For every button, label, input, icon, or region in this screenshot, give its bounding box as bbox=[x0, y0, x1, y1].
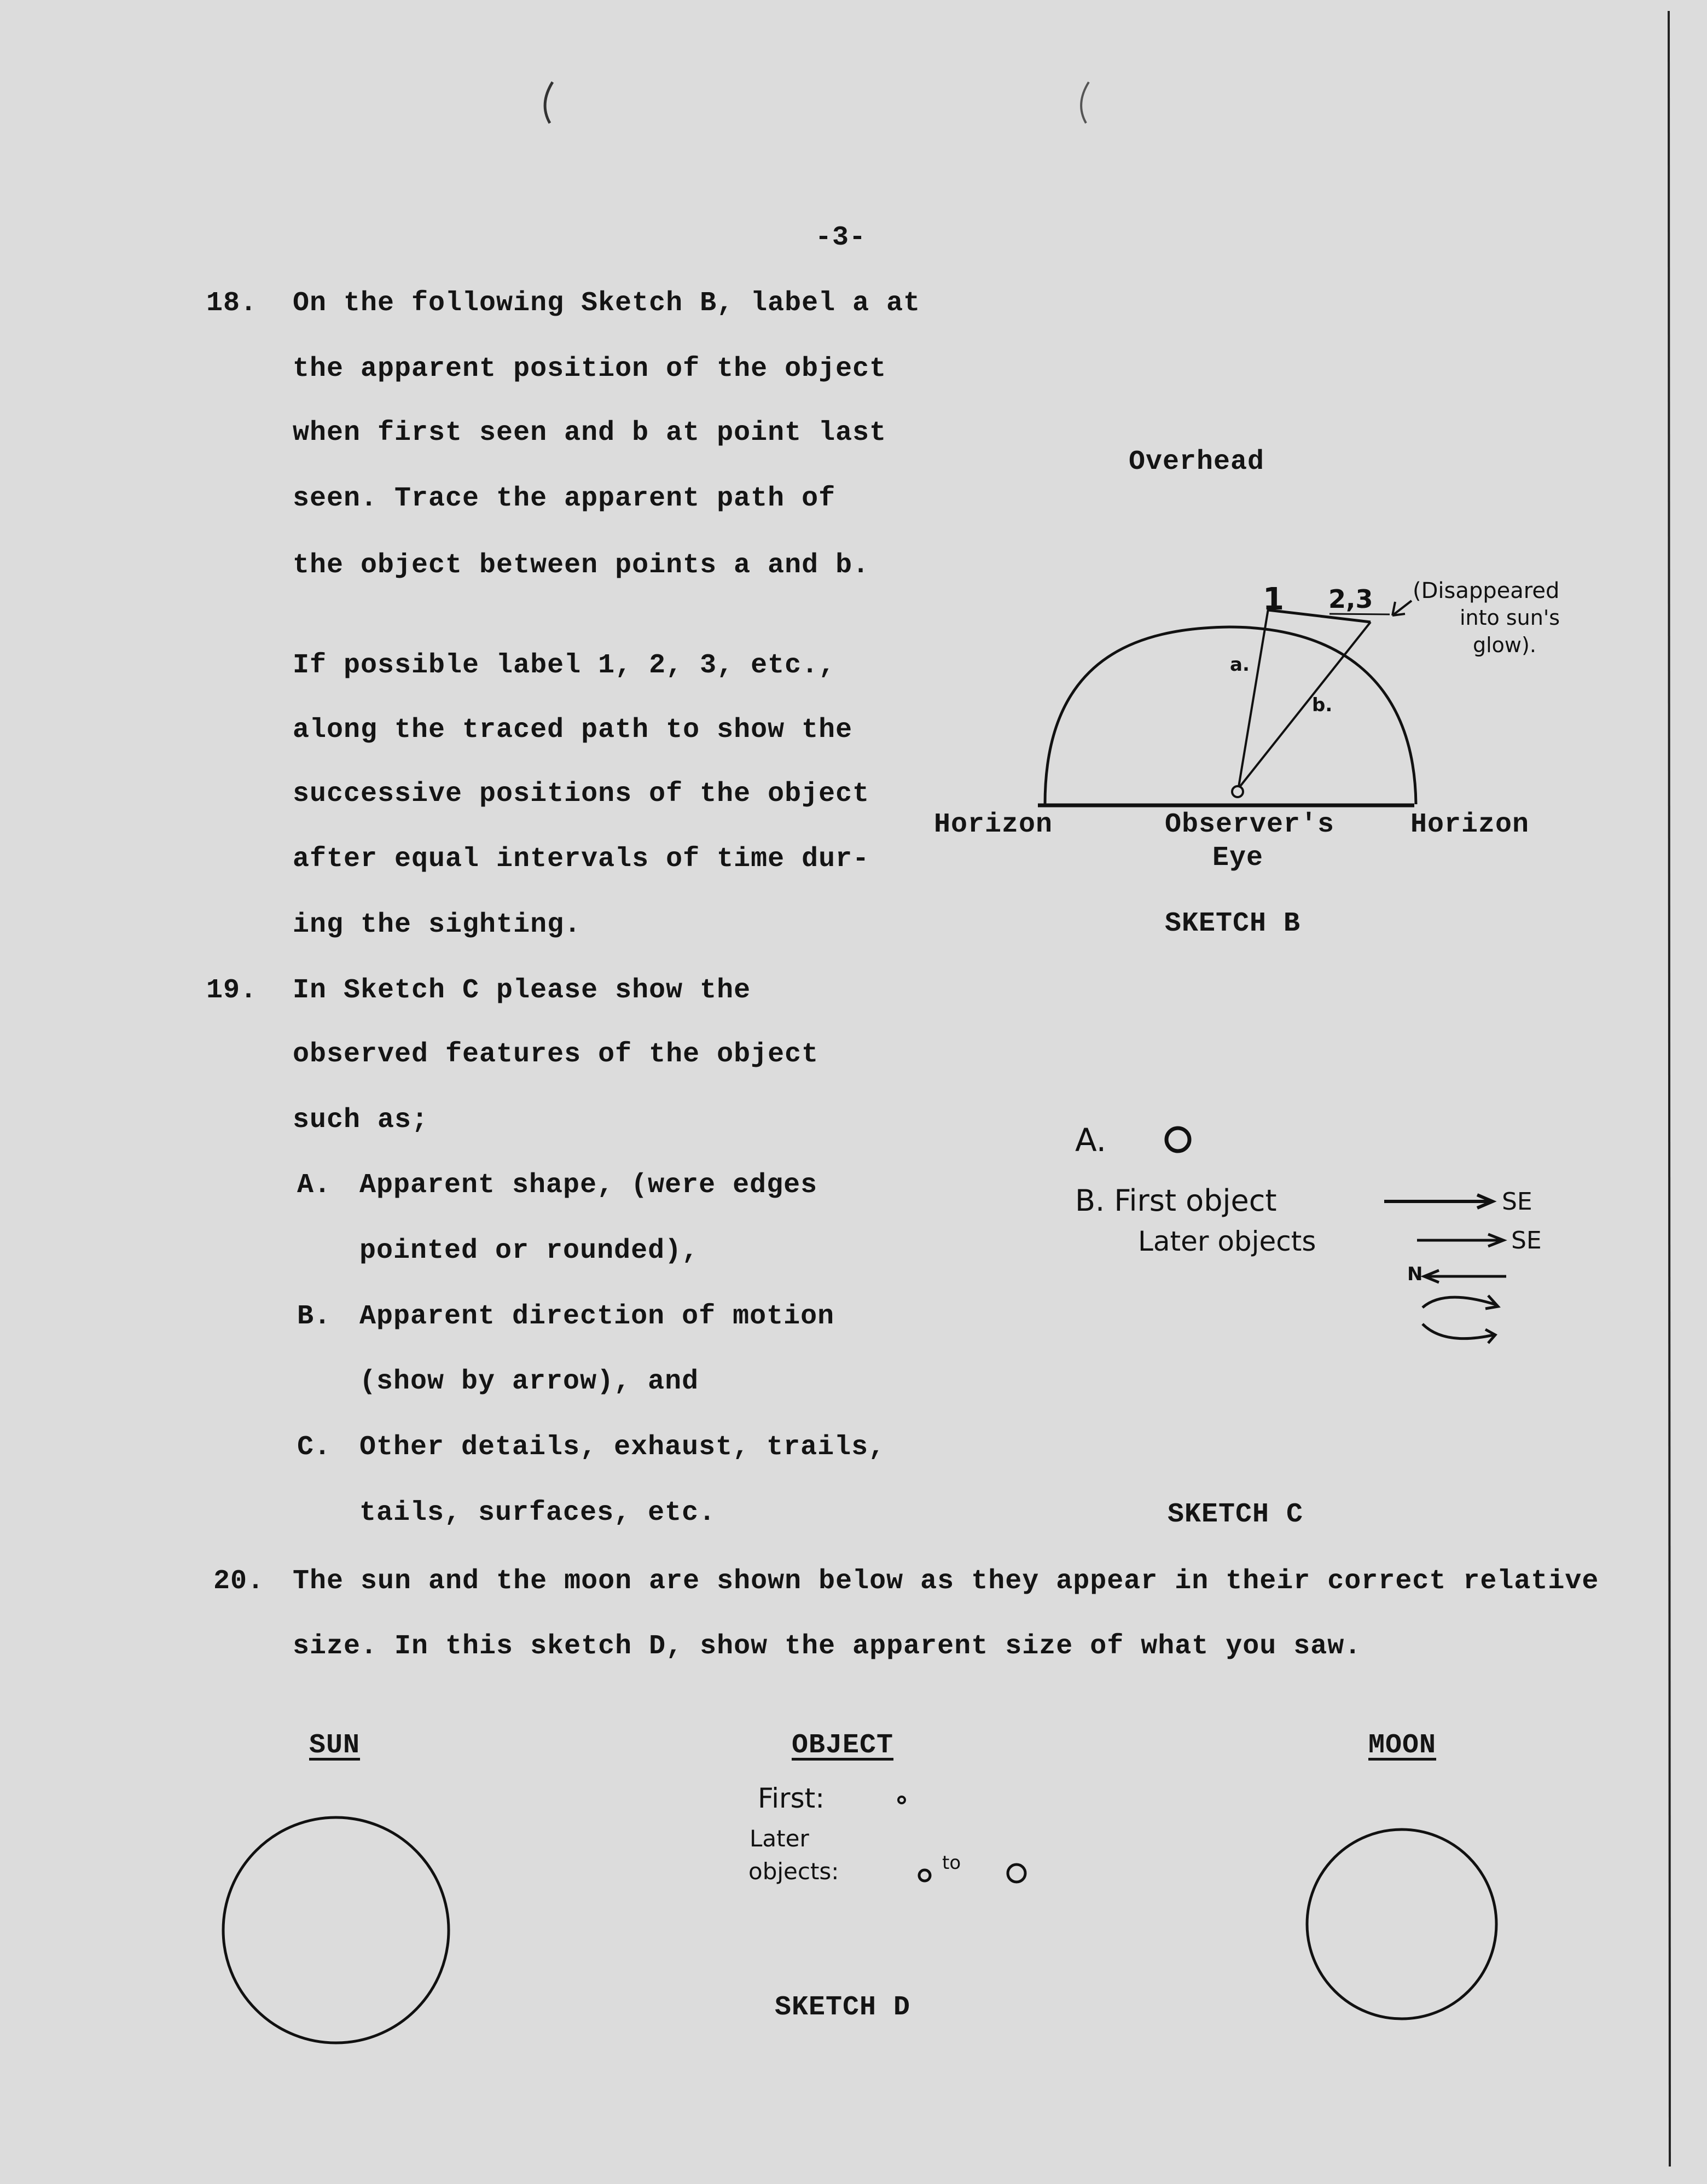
q18-line: the object between points a and b. bbox=[293, 550, 870, 581]
q19-line: observed features of the object bbox=[293, 1039, 819, 1070]
object-later-small bbox=[919, 1870, 930, 1881]
q18-line: ing the sighting. bbox=[293, 909, 582, 940]
q20-line: size. In this sketch D, show the apparent size of what you saw. bbox=[293, 1631, 1362, 1662]
q18-line: the apparent position of the object bbox=[293, 353, 887, 385]
hw-shape-circle bbox=[1166, 1128, 1189, 1151]
q19-item-line: (show by arrow), and bbox=[359, 1366, 699, 1397]
arrow-curve-bottom-icon bbox=[1423, 1324, 1495, 1343]
q19-item-line: Apparent shape, (were edges bbox=[359, 1170, 818, 1201]
arrow-se-2-icon bbox=[1417, 1234, 1503, 1246]
moon-label: MOON bbox=[1368, 1730, 1437, 1761]
hw-se-1: SE bbox=[1502, 1188, 1532, 1216]
arrow-se-1-icon bbox=[1384, 1195, 1493, 1208]
hole-mark-right bbox=[1081, 82, 1089, 123]
hw-objects: objects: bbox=[748, 1858, 839, 1885]
hw-to: to bbox=[942, 1852, 961, 1874]
hw-note-line: (Disappeared bbox=[1413, 578, 1560, 603]
hw-point-1: 1 bbox=[1263, 582, 1284, 617]
moon-circle bbox=[1307, 1829, 1496, 2019]
hw-first: First: bbox=[758, 1782, 825, 1814]
q19-item-line: Apparent direction of motion bbox=[359, 1301, 835, 1332]
question-18-number: 18. bbox=[206, 288, 258, 319]
hw-label-b: b. bbox=[1312, 694, 1333, 716]
hole-mark-left bbox=[545, 82, 553, 123]
q18-line: If possible label 1, 2, 3, etc., bbox=[293, 650, 836, 681]
hw-n: N bbox=[1407, 1263, 1423, 1285]
q19-item-line: Other details, exhaust, trails, bbox=[359, 1432, 886, 1463]
horizon-right-label: Horizon bbox=[1410, 809, 1530, 840]
arrow-to-note-icon bbox=[1392, 601, 1412, 615]
q19-line: such as; bbox=[293, 1105, 429, 1136]
q18-line: along the traced path to show the bbox=[293, 715, 853, 746]
sightline-b bbox=[1240, 622, 1371, 787]
object-first-size bbox=[898, 1797, 905, 1803]
page-edge-line bbox=[1669, 11, 1670, 2166]
page-number: -3- bbox=[815, 222, 867, 253]
q18-line: seen. Trace the apparent path of bbox=[293, 483, 836, 514]
arrow-curve-top-icon bbox=[1423, 1296, 1498, 1309]
arrow-n-icon bbox=[1424, 1270, 1506, 1282]
q18-line: On the following Sketch B, label a at bbox=[293, 288, 921, 319]
q18-line: successive positions of the object bbox=[293, 779, 870, 810]
observer-label: Observer's bbox=[1165, 809, 1335, 840]
q19-item-line: tails, surfaces, etc. bbox=[359, 1497, 716, 1529]
q20-line: The sun and the moon are shown below as they appear in their correct relative bbox=[293, 1566, 1599, 1597]
q19-line: In Sketch C please show the bbox=[293, 975, 751, 1006]
object-later-large bbox=[1008, 1864, 1025, 1882]
horizon-left-label: Horizon bbox=[934, 809, 1053, 840]
hw-shape-label: A. bbox=[1075, 1122, 1107, 1159]
hw-point-2-3: 2,3 bbox=[1328, 584, 1373, 614]
object-label: OBJECT bbox=[792, 1730, 894, 1761]
question-20-number: 20. bbox=[213, 1566, 265, 1597]
overhead-label: Overhead bbox=[1129, 446, 1265, 478]
hw-label-a: a. bbox=[1230, 654, 1250, 676]
sun-circle bbox=[223, 1817, 449, 2043]
sightline-a bbox=[1239, 609, 1268, 787]
hw-note-line: glow). bbox=[1473, 633, 1536, 657]
observer-eye-point bbox=[1232, 786, 1243, 797]
hw-later: Later bbox=[750, 1825, 809, 1852]
hw-first-object: B. First object bbox=[1075, 1183, 1277, 1218]
hw-se-2: SE bbox=[1511, 1227, 1542, 1254]
sketch-b-caption: SKETCH B bbox=[1165, 908, 1301, 939]
question-19-number: 19. bbox=[206, 975, 258, 1006]
q19-item-letter: C. bbox=[297, 1432, 332, 1463]
q19-item-line: pointed or rounded), bbox=[359, 1235, 699, 1267]
q19-item-letter: A. bbox=[297, 1170, 332, 1201]
q18-line: when first seen and b at point last bbox=[293, 417, 887, 449]
hw-later-objects: Later objects bbox=[1138, 1225, 1316, 1257]
q19-item-letter: B. bbox=[297, 1301, 332, 1332]
sun-label: SUN bbox=[309, 1730, 361, 1761]
sketch-c-caption: SKETCH C bbox=[1168, 1499, 1304, 1530]
eye-label: Eye bbox=[1212, 843, 1264, 874]
q18-line: after equal intervals of time dur- bbox=[293, 844, 870, 875]
sketch-d-caption: SKETCH D bbox=[775, 1992, 911, 2023]
hw-note-line: into sun's bbox=[1460, 606, 1560, 630]
